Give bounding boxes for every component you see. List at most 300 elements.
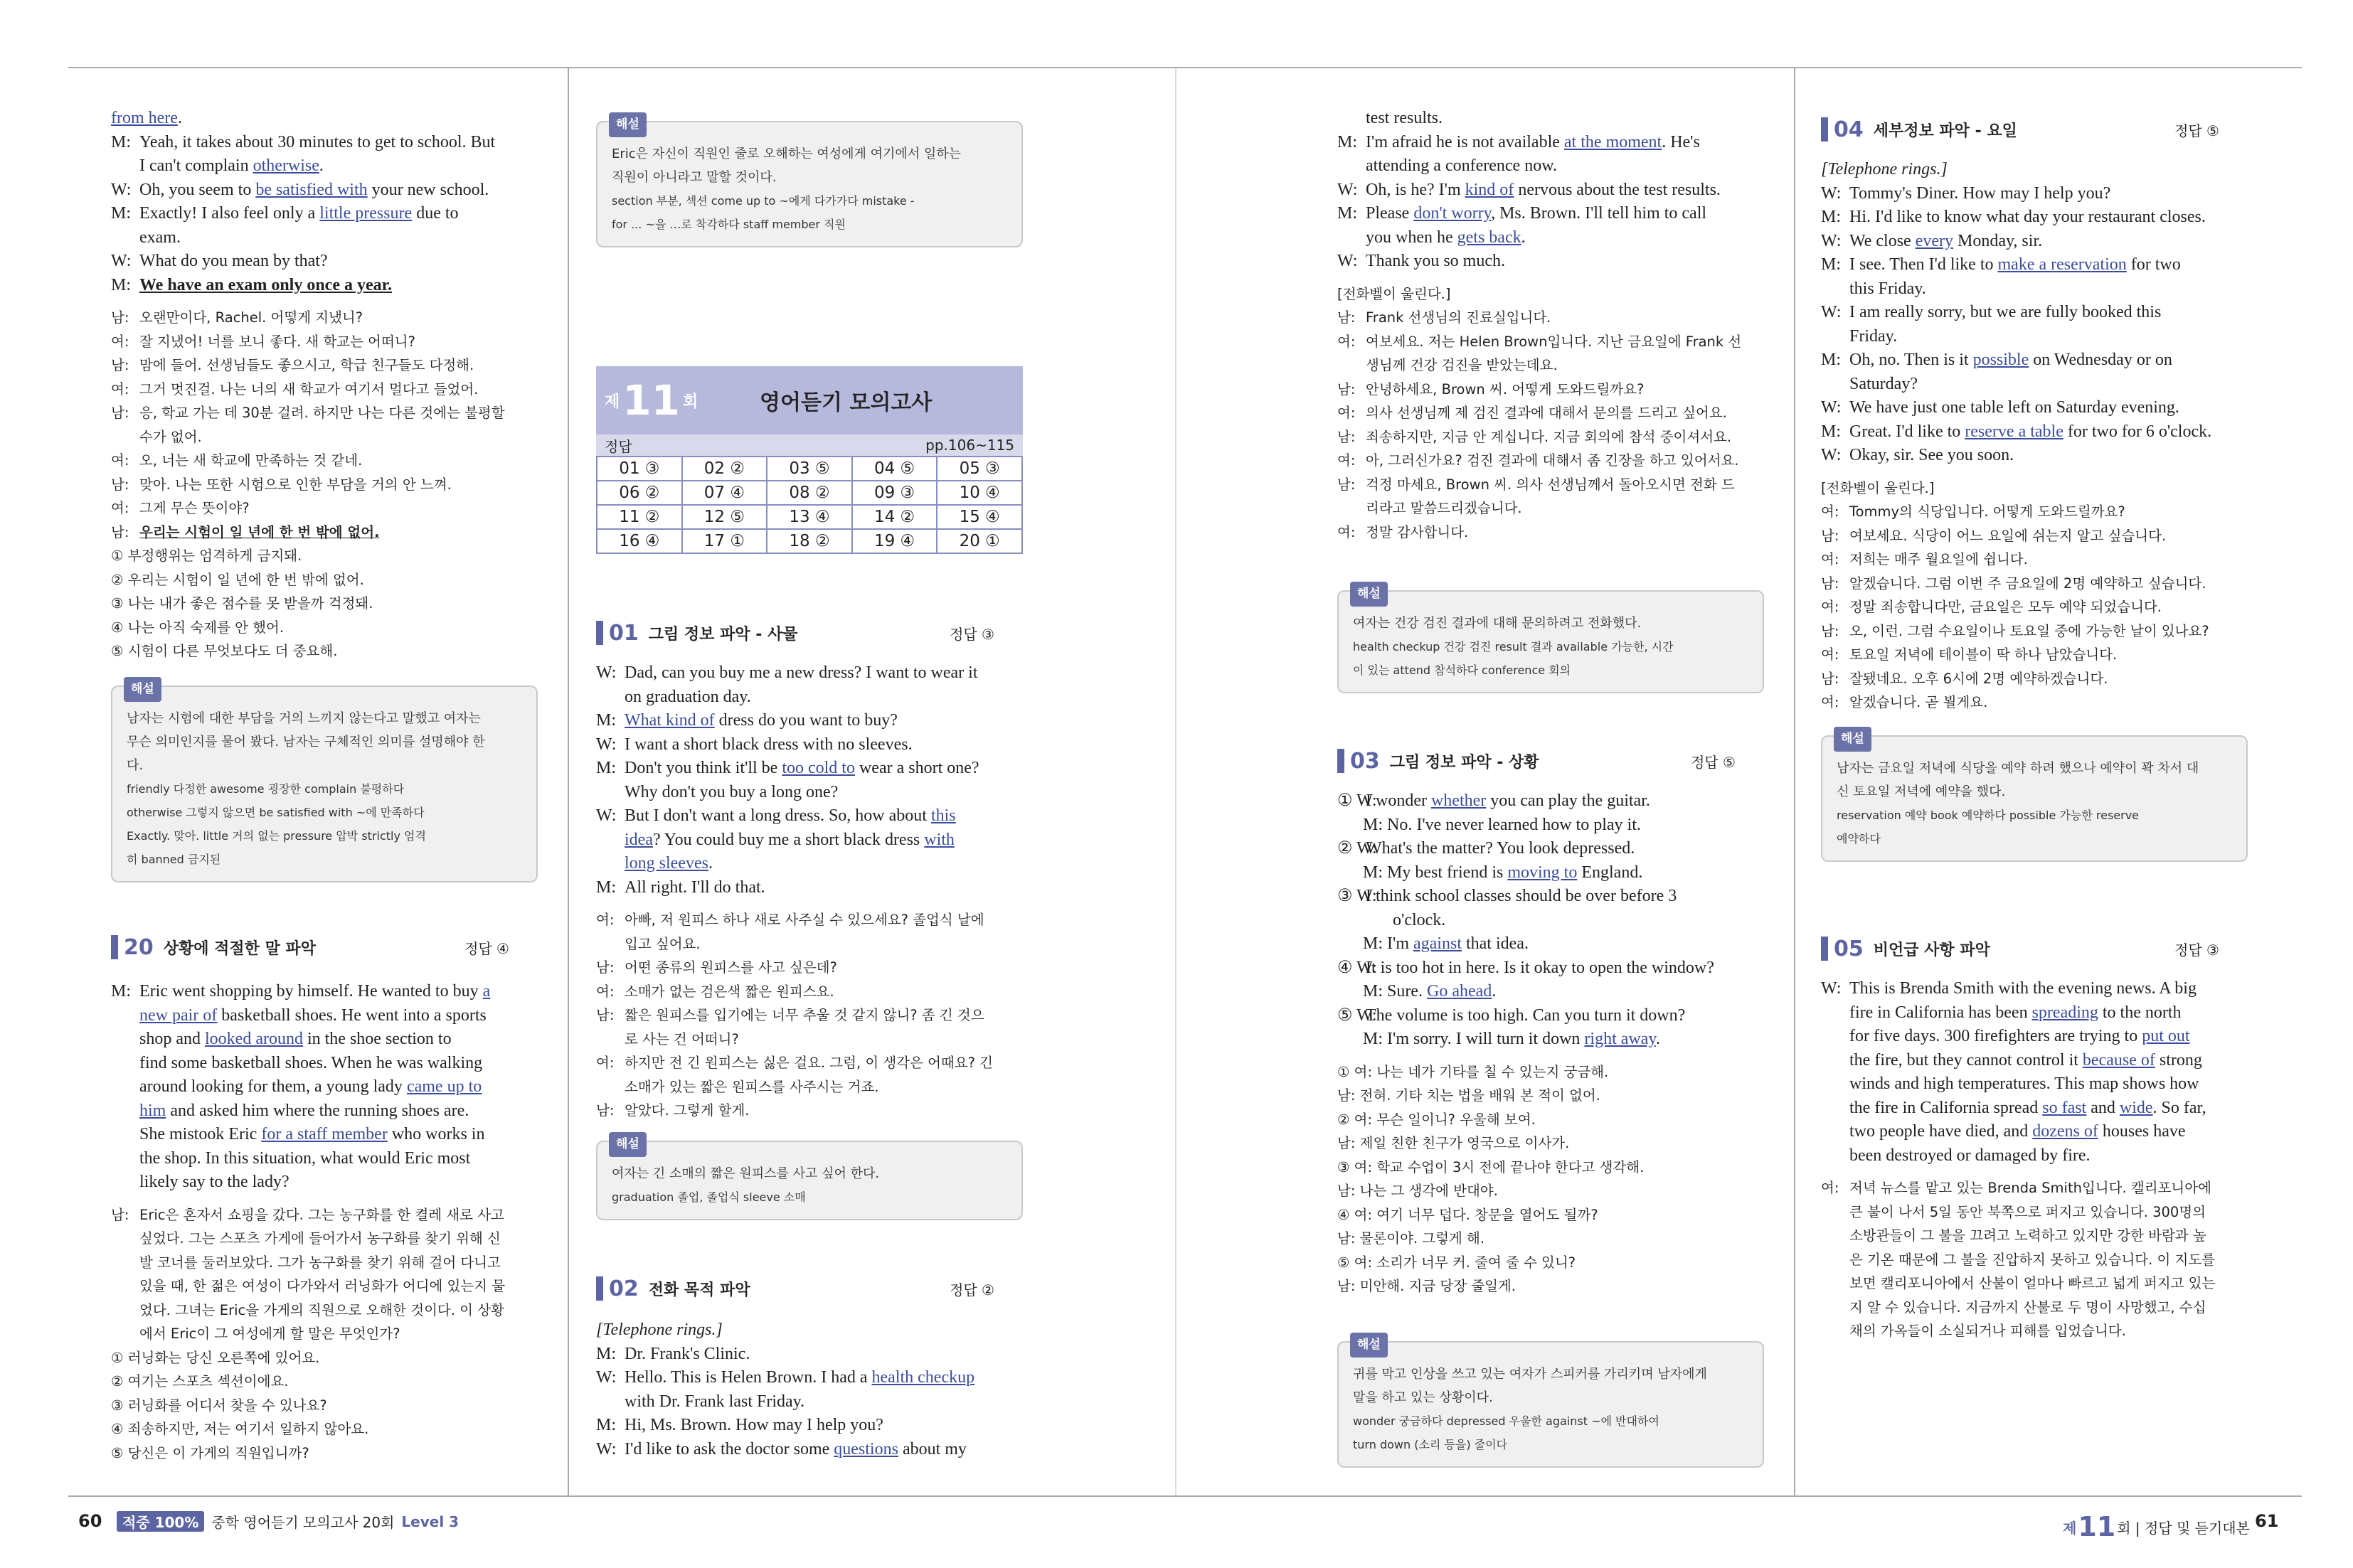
line-text: Don't you think it'll be bbox=[625, 759, 782, 777]
speaker-label: M: bbox=[1821, 255, 1842, 274]
dialogue-line bbox=[596, 757, 1023, 781]
speaker-label: M: bbox=[596, 1344, 617, 1363]
line-text: ? You could buy me a short black dress bbox=[652, 830, 925, 849]
dialogue-line bbox=[596, 1414, 1023, 1438]
footer-right-pre: 제 bbox=[2063, 1519, 2077, 1537]
translation-line bbox=[111, 401, 538, 425]
explanation-tag: 해설 bbox=[609, 1132, 647, 1157]
grid-cell: 03 ⑤ bbox=[767, 457, 852, 481]
translation-line bbox=[596, 980, 1023, 1004]
translation-line bbox=[1337, 1274, 1764, 1298]
translation-04 bbox=[1821, 476, 2248, 715]
keyword-blank: Go ahead bbox=[1427, 982, 1492, 1001]
left-footer bbox=[117, 1511, 459, 1532]
speaker-label: 여: bbox=[111, 380, 129, 398]
grid-cell: 01 ③ bbox=[597, 457, 682, 481]
translation-line bbox=[111, 425, 538, 449]
section-bar bbox=[111, 935, 118, 959]
grid-cell: 14 ② bbox=[852, 505, 938, 529]
translation-19 bbox=[111, 306, 538, 663]
line-text: with Dr. Frank last Friday. bbox=[625, 1392, 805, 1411]
line-text: Hello. This is Helen Brown. I had a bbox=[625, 1368, 872, 1387]
line-text: We have just one table left on Saturday evening. bbox=[1849, 398, 2179, 417]
translation-20 bbox=[111, 1203, 538, 1466]
translation-line bbox=[1337, 1251, 1764, 1275]
dialogue-line bbox=[596, 709, 1023, 733]
speaker-label: W: bbox=[596, 735, 617, 754]
line-text: Monday, sir. bbox=[1953, 231, 2043, 250]
dialogue-line bbox=[1821, 1097, 2248, 1121]
dialogue-line bbox=[111, 1028, 538, 1052]
keyword-blank: him bbox=[139, 1101, 166, 1120]
keyword-blank: reserve a table bbox=[1965, 422, 2063, 441]
line-text: 안녕하세요, Brown 씨. 어떻게 도와드릴까요? bbox=[1366, 380, 1645, 398]
section-header-01 bbox=[596, 619, 1023, 647]
keyword-blank: kind of bbox=[1465, 180, 1514, 199]
line-text: . bbox=[177, 109, 182, 127]
speaker-label: 남: bbox=[1821, 575, 1839, 592]
translation-line bbox=[111, 1227, 538, 1251]
translation-line bbox=[111, 306, 538, 330]
keyword-blank: looked around bbox=[205, 1030, 303, 1048]
translation-line bbox=[111, 568, 538, 592]
line-text: [전화벨이 울린다.] bbox=[1821, 479, 1935, 496]
dialogue-line bbox=[1821, 230, 2248, 254]
speaker-label: M: bbox=[1821, 351, 1842, 369]
keyword-blank: moving to bbox=[1507, 863, 1578, 882]
keyword-blank: put out bbox=[2142, 1027, 2190, 1045]
line-text: M: I'm bbox=[1363, 934, 1413, 953]
line-text: 있을 때, 한 젊은 여성이 다가와서 러닝화가 어디에 있는지 물 bbox=[139, 1278, 506, 1294]
translation-line bbox=[596, 908, 1023, 932]
grid-cell: 19 ④ bbox=[852, 529, 938, 553]
vocab-line: wonder 궁금하다 depressed 우울한 against ~에 반대하여 bbox=[1353, 1414, 1659, 1428]
line-text: ② 우리는 시험이 일 년에 한 번 밖에 없어. bbox=[111, 571, 364, 588]
line-text: 아빠, 저 원피스 하나 새로 사주실 수 있으세요? 졸업식 날에 bbox=[625, 912, 984, 928]
dialogue-line bbox=[111, 1052, 538, 1076]
speaker-label: W: bbox=[596, 663, 617, 682]
line-text: ⑤ 여: 소리가 너무 커. 줄여 줄 수 있니? bbox=[1337, 1254, 1576, 1271]
speaker-label: W: bbox=[596, 1368, 617, 1387]
translation-line bbox=[1337, 1084, 1764, 1108]
speaker-label: W: bbox=[1821, 231, 1842, 250]
bottom-rule bbox=[68, 1495, 2302, 1497]
dialogue-line bbox=[1821, 253, 2248, 277]
line-text: for two bbox=[2126, 255, 2181, 274]
dialogue-line bbox=[1337, 154, 1764, 178]
line-text: What's the matter? You look depressed. bbox=[1366, 839, 1635, 858]
line-text: 응, 학교 가는 데 30분 걸려. 하지만 나는 다른 것에는 불평할 bbox=[139, 405, 505, 421]
dialogue-line bbox=[1337, 932, 1764, 956]
line-text: ② 여기는 스포츠 섹션이에요. bbox=[111, 1373, 289, 1390]
translation-line bbox=[111, 521, 538, 545]
line-text: 정말 죄송합니다만, 금요일은 모두 예약 되었습니다. bbox=[1849, 599, 2162, 615]
line-text: 오, 너는 새 학교에 만족하는 것 같네. bbox=[139, 452, 363, 469]
line-text: What do you mean by that? bbox=[139, 252, 328, 270]
dialogue-line bbox=[1821, 325, 2248, 349]
line-text: ② 여: 무슨 일이니? 우울해 보여. bbox=[1337, 1111, 1536, 1128]
line-text: ① 부정행위는 엄격하게 금지돼. bbox=[111, 548, 302, 564]
line-text: 남: 전혀. 기타 치는 법을 배워 본 적이 없어. bbox=[1337, 1087, 1600, 1104]
keyword-blank: against bbox=[1413, 934, 1462, 953]
dialogue-line bbox=[1337, 226, 1764, 250]
keyword-blank: questions bbox=[834, 1439, 898, 1458]
speaker-label: M: bbox=[1337, 132, 1358, 151]
footer-right-num: 11 bbox=[2078, 1511, 2116, 1542]
vocab-line: turn down (소리 등을) 줄이다 bbox=[1353, 1438, 1508, 1451]
dialogue-line bbox=[111, 1075, 538, 1099]
explanation-tag: 해설 bbox=[1350, 582, 1388, 607]
section-header-02 bbox=[596, 1274, 1023, 1303]
grid-cell: 18 ② bbox=[767, 529, 852, 553]
section-title: 그림 정보 파악 - 사물 bbox=[648, 625, 798, 644]
line-text: 아, 그러신가요? 검진 결과에 대해서 좀 긴장을 하고 있어서요. bbox=[1366, 452, 1739, 469]
section-answer: 정답 ③ bbox=[950, 625, 994, 643]
translation-line bbox=[111, 353, 538, 378]
translation-line bbox=[1821, 643, 2248, 667]
line-text: 채의 가옥들이 소실되거나 피해를 입었습니다. bbox=[1849, 1323, 2126, 1339]
line-text: It is too hot in here. Is it okay to open the window? bbox=[1366, 958, 1714, 977]
line-text: strong bbox=[2155, 1050, 2202, 1070]
translation-line bbox=[111, 449, 538, 473]
line-text: . He's bbox=[1662, 132, 1700, 151]
speaker-label: 남: bbox=[111, 405, 129, 421]
translation-line bbox=[1337, 1203, 1764, 1227]
explanation-03 bbox=[1337, 1338, 1764, 1468]
line-text: fire in California has been bbox=[1849, 1003, 2032, 1022]
line-text: I see. Then I'd like to bbox=[1849, 255, 1998, 274]
line-text: the shop. In this situation, what would Eric most bbox=[139, 1148, 471, 1168]
line-text: ③ 러닝화를 어디서 찾을 수 있나요? bbox=[111, 1397, 327, 1414]
dialogue-line bbox=[1821, 277, 2248, 302]
dialogue-line bbox=[1821, 1025, 2248, 1049]
dialogue-line bbox=[1337, 202, 1764, 226]
line-text: this Friday. bbox=[1849, 279, 1926, 298]
translation-line bbox=[1821, 595, 2248, 619]
line-text: 알겠습니다. 곧 뵐게요. bbox=[1849, 694, 1988, 710]
grid-cell: 20 ① bbox=[937, 529, 1022, 553]
column-3 bbox=[1337, 107, 1764, 544]
dialogue-line bbox=[1821, 1001, 2248, 1025]
speaker-label: 남: bbox=[111, 476, 129, 493]
dialogue-04 bbox=[1821, 158, 2248, 468]
speaker-label: 남: bbox=[596, 959, 615, 976]
translation-line bbox=[1337, 1156, 1764, 1180]
grid-num: 11 bbox=[622, 376, 680, 425]
line-text: Why don't you buy a long one? bbox=[625, 782, 839, 801]
translation-line bbox=[111, 1274, 538, 1298]
speaker-label: 여: bbox=[1821, 599, 1839, 615]
translation-line bbox=[111, 1394, 538, 1418]
line-text: 리라고 말씀드리겠습니다. bbox=[1366, 500, 1522, 516]
translation-line bbox=[1821, 1176, 2248, 1200]
section-title: 그림 정보 파악 - 상황 bbox=[1389, 753, 1539, 772]
explanation-01 bbox=[596, 1137, 1023, 1220]
speaker-label: 남: bbox=[596, 1007, 615, 1023]
line-text: ⑤ 당신은 이 가게의 직원입니까? bbox=[111, 1444, 309, 1461]
translation-line bbox=[596, 1099, 1023, 1123]
translation-line bbox=[111, 1298, 538, 1323]
line-text: 잘됐네요. 오후 6시에 2명 예약하겠습니다. bbox=[1849, 670, 2108, 687]
line-text: to the north bbox=[2098, 1003, 2182, 1022]
answer-highlight: We have an exam only once a year. bbox=[139, 275, 393, 294]
line-text: Thank you so much. bbox=[1366, 252, 1505, 270]
keyword-blank: at the moment bbox=[1563, 132, 1662, 151]
translation-line bbox=[1821, 1271, 2248, 1296]
dialogue-line bbox=[596, 661, 1023, 686]
grid-row bbox=[597, 481, 1022, 505]
section-number: 05 bbox=[1834, 936, 1864, 961]
speaker-label: 남: bbox=[1337, 380, 1356, 398]
dialogue-line bbox=[111, 202, 538, 226]
dialogue-05-block bbox=[1821, 977, 2248, 1343]
line-text: But I don't want a long dress. So, how about bbox=[625, 806, 931, 825]
dialogue-line bbox=[1821, 1120, 2248, 1144]
line-text: the fire in California spread bbox=[1849, 1098, 2043, 1117]
speaker-label: 여: bbox=[1337, 405, 1356, 421]
line-text: 걱정 마세요, Brown 씨. 의사 선생님께서 돌아오시면 전화 드 bbox=[1366, 476, 1735, 493]
dialogue-line bbox=[1821, 420, 2248, 444]
keyword-blank: gets back bbox=[1457, 228, 1521, 247]
speaker-label: 남: bbox=[1337, 428, 1356, 445]
dialogue-line bbox=[111, 131, 538, 155]
speaker-label: W: bbox=[1821, 303, 1842, 321]
section-number: 01 bbox=[609, 620, 639, 646]
translation-line bbox=[1337, 521, 1764, 545]
translation-line bbox=[1821, 1248, 2248, 1272]
line-text: Oh, no. Then is it bbox=[1849, 351, 1973, 369]
explanation-tag: 해설 bbox=[1350, 1333, 1388, 1358]
answer-table bbox=[596, 456, 1023, 554]
line-text: Eric went shopping by himself. He wanted to buy bbox=[139, 982, 483, 1001]
section-answer: 정답 ③ bbox=[2174, 941, 2219, 959]
line-text: exam. bbox=[139, 228, 181, 247]
line-text: 맞아. 나는 또한 시험으로 인한 부담을 거의 안 느껴. bbox=[139, 476, 452, 493]
explanation-line: 남자는 시험에 대한 부담을 거의 느끼지 않는다고 말했고 여자는 bbox=[127, 711, 481, 726]
line-text: 었다. 그녀는 Eric을 가게의 직원으로 오해한 것이다. 이 상황 bbox=[139, 1301, 504, 1318]
keyword-blank: from here bbox=[111, 109, 178, 127]
line-text: you when he bbox=[1366, 228, 1457, 247]
line-text: 남: 물론이야. 그렇게 해. bbox=[1337, 1230, 1485, 1247]
line-text: 정말 감사합니다. bbox=[1366, 523, 1469, 540]
translation-line bbox=[596, 1003, 1023, 1028]
line-text: M: No. I've never learned how to play it. bbox=[1363, 815, 1641, 834]
explanation-20 bbox=[596, 117, 1023, 247]
line-text: your new school. bbox=[367, 180, 489, 199]
vocab-line: Exactly. 맞아. little 거의 없는 pressure 압박 strictly 엄격 bbox=[127, 829, 426, 843]
grid-cell: 16 ④ bbox=[597, 529, 682, 553]
line-text: 생님께 건강 검진을 받았는데요. bbox=[1366, 357, 1558, 373]
speaker-label: M: bbox=[111, 275, 132, 294]
translation-01 bbox=[596, 908, 1023, 1123]
line-text: the fire, but they cannot control it bbox=[1849, 1050, 2083, 1070]
speaker-label: W: bbox=[1821, 183, 1842, 203]
dialogue-line bbox=[111, 1099, 538, 1124]
translation-line bbox=[1337, 425, 1764, 449]
translation-line bbox=[1337, 449, 1764, 473]
keyword-blank: long sleeves bbox=[625, 854, 708, 873]
line-text: 발 코너를 둘러보았다. 그가 농구화를 찾기 위해 걸어 다니고 bbox=[139, 1254, 501, 1271]
line-text: She mistook Eric bbox=[139, 1125, 262, 1143]
translation-line bbox=[1337, 1060, 1764, 1084]
line-text: 그거 멋진걸. 나는 너의 새 학교가 여기서 멀다고 들었어. bbox=[139, 380, 479, 398]
line-text: in the shoe section to bbox=[302, 1030, 452, 1048]
translation-line bbox=[596, 932, 1023, 956]
explanation-line: 남자는 금요일 저녁에 식당을 예약 하려 했으나 예약이 꽉 차서 대 bbox=[1837, 761, 2199, 776]
translation-line bbox=[111, 1203, 538, 1227]
explanation-line: 직원이 아니라고 말할 것이다. bbox=[612, 170, 777, 185]
line-text: 에서 Eric이 그 여성에게 할 말은 무엇인가? bbox=[139, 1326, 400, 1342]
keyword-blank: don't worry bbox=[1413, 204, 1492, 223]
grid-cell: 04 ⑤ bbox=[852, 457, 938, 481]
line-text: This is Brenda Smith with the evening news. A big bbox=[1849, 979, 2197, 998]
keyword-blank: whether bbox=[1430, 791, 1487, 810]
line-text: I wonder bbox=[1366, 791, 1431, 810]
line-text: 소매가 있는 짧은 원피스를 사주시는 거죠. bbox=[625, 1078, 879, 1095]
section-number: 20 bbox=[124, 934, 154, 960]
translation-line bbox=[596, 1075, 1023, 1099]
line-text: Tommy's Diner. How may I help you? bbox=[1849, 183, 2111, 203]
line-text: 남: 나는 그 생각에 반대야. bbox=[1337, 1183, 1498, 1199]
dialogue-line bbox=[1821, 301, 2248, 325]
keyword-blank: for a staff member bbox=[261, 1125, 388, 1143]
keyword-blank: otherwise bbox=[253, 156, 319, 175]
line-text: two people have died, and bbox=[1849, 1122, 2033, 1141]
translation-line bbox=[111, 330, 538, 354]
explanation-line: 무슨 의미인지를 물어 봤다. 남자는 구체적인 의미를 설명해야 한 bbox=[127, 735, 485, 750]
dialogue-line bbox=[1337, 107, 1764, 131]
line-text: 알겠습니다. 그럼 이번 주 금요일에 2명 예약하고 싶습니다. bbox=[1849, 575, 2206, 592]
line-text: [Telephone rings.] bbox=[1821, 160, 1948, 178]
answer-grid bbox=[596, 366, 1023, 554]
line-text: . bbox=[319, 156, 324, 175]
dialogue-line bbox=[1821, 977, 2248, 1001]
line-text: 수가 없어. bbox=[139, 428, 202, 445]
speaker-label: M: bbox=[1821, 208, 1842, 226]
grid-cell: 10 ④ bbox=[937, 481, 1022, 505]
line-text: that idea. bbox=[1461, 934, 1529, 953]
section-number: 03 bbox=[1350, 748, 1380, 774]
translation-line bbox=[111, 1417, 538, 1441]
line-text: around looking for them, a young lady bbox=[139, 1077, 407, 1096]
speaker-label: M: bbox=[111, 982, 132, 1001]
line-text: 큰 불이 나서 5일 동안 북쪽으로 퍼지고 있습니다. 300명의 bbox=[1849, 1203, 2206, 1220]
dialogue-line bbox=[1821, 373, 2248, 397]
translation-line bbox=[1337, 1179, 1764, 1203]
speaker-label: W: bbox=[111, 180, 132, 199]
right-page-number: 61 bbox=[2255, 1511, 2279, 1531]
keyword-blank: with bbox=[924, 830, 955, 849]
dialogue-line bbox=[1337, 250, 1764, 274]
keyword-blank: too cold to bbox=[782, 759, 855, 777]
section-number: 04 bbox=[1834, 117, 1864, 142]
section-answer: 정답 ④ bbox=[464, 939, 509, 957]
grid-row bbox=[597, 505, 1022, 529]
speaker-label: 남: bbox=[111, 1206, 129, 1223]
line-text: ④ 죄송하지만, 저는 여기서 일하지 않아요. bbox=[111, 1421, 369, 1437]
line-text: M: Sure. bbox=[1363, 982, 1427, 1001]
keyword-blank: dozens of bbox=[2032, 1122, 2098, 1141]
line-text: Saturday? bbox=[1849, 374, 1918, 393]
dialogue-line bbox=[111, 178, 538, 203]
grid-cell: 15 ④ bbox=[937, 505, 1022, 529]
keyword-blank: make a reservation bbox=[1997, 255, 2127, 274]
dialogue-line bbox=[596, 781, 1023, 805]
translation-line bbox=[111, 1441, 538, 1466]
dialogue-line bbox=[1337, 885, 1764, 909]
grid-row bbox=[597, 529, 1022, 553]
dialogue-line bbox=[1821, 158, 2248, 182]
grid-cell: 02 ② bbox=[682, 457, 767, 481]
speaker-label: 여: bbox=[1337, 333, 1356, 350]
line-text: The volume is too high. Can you turn it down? bbox=[1366, 1006, 1686, 1025]
translation-line bbox=[1337, 378, 1764, 402]
line-text: 은 기온 때문에 그 불을 진압하지 못하고 있습니다. 이 지도를 bbox=[1849, 1251, 2216, 1268]
line-text: o'clock. bbox=[1393, 910, 1446, 929]
grid-cell: 06 ② bbox=[597, 481, 682, 505]
line-text: . bbox=[708, 854, 713, 873]
line-text: Hi. I'd like to know what day your restaurant closes. bbox=[1849, 208, 2206, 226]
dialogue-line bbox=[1337, 814, 1764, 838]
grid-cell: 05 ③ bbox=[937, 457, 1022, 481]
dialogue-20 bbox=[111, 980, 538, 1195]
dialogue-line bbox=[1821, 1072, 2248, 1097]
explanation-line: Eric은 자신이 직원인 줄로 오해하는 여성에게 여기에서 일하는 bbox=[612, 146, 962, 161]
section-bar bbox=[1821, 117, 1828, 142]
translation-line bbox=[1337, 1131, 1764, 1156]
line-text: ① 러닝화는 당신 오른쪽에 있어요. bbox=[111, 1349, 320, 1366]
section-bar bbox=[596, 1276, 603, 1301]
speaker-label: W: bbox=[596, 806, 617, 825]
translation-line bbox=[1821, 572, 2248, 596]
dialogue-line bbox=[596, 828, 1023, 853]
dialogue-02 bbox=[596, 1318, 1023, 1461]
vocab-line: health checkup 건강 검진 result 결과 available 가능한, 시간 bbox=[1353, 640, 1674, 654]
line-text: 짧은 원피스를 입기에는 너무 추울 것 같지 않니? 좀 긴 것으 bbox=[625, 1007, 984, 1023]
line-text: 저희는 매주 월요일에 쉽니다. bbox=[1849, 551, 2028, 567]
line-text: 소방관들이 그 불을 끄려고 노력하고 있지만 강한 바람과 높 bbox=[1849, 1227, 2206, 1244]
speaker-label: 여: bbox=[596, 912, 615, 928]
speaker-label: ⑤ W: bbox=[1337, 1006, 1377, 1025]
vocab-line: reservation 예약 book 예약하다 possible 가능한 reserve bbox=[1837, 809, 2140, 822]
dialogue-line bbox=[1821, 444, 2248, 468]
dialogue-line bbox=[1337, 861, 1764, 885]
speaker-label: M: bbox=[596, 759, 617, 777]
speaker-label: W: bbox=[1821, 979, 1842, 998]
line-text: likely say to the lady? bbox=[139, 1173, 290, 1191]
dialogue-line bbox=[1821, 1049, 2248, 1073]
translation-line bbox=[1337, 282, 1764, 306]
translation-line bbox=[1821, 476, 2248, 501]
line-text: . bbox=[1492, 982, 1497, 1001]
translation-line bbox=[596, 1051, 1023, 1075]
section-bar bbox=[1337, 749, 1344, 773]
dialogue-19 bbox=[111, 107, 538, 297]
line-text: Friday. bbox=[1849, 326, 1898, 346]
line-text: 알았다. 그렇게 할게. bbox=[625, 1102, 750, 1119]
line-text: who works in bbox=[387, 1125, 485, 1143]
dialogue-line bbox=[1337, 837, 1764, 861]
translation-line bbox=[1821, 1200, 2248, 1225]
keyword-blank: came up to bbox=[406, 1077, 482, 1096]
line-text: 남: 미안해. 지금 당장 줄일게. bbox=[1337, 1278, 1516, 1294]
line-text: . bbox=[1521, 228, 1526, 247]
line-text: . So far, bbox=[2152, 1098, 2206, 1117]
dialogue-03-block bbox=[1337, 789, 1764, 1298]
vocab-line: 이 있는 attend 참석하다 conference 회의 bbox=[1353, 663, 1571, 677]
line-text: I'm afraid he is not available bbox=[1366, 132, 1564, 151]
section-answer: 정답 ⑤ bbox=[1691, 753, 1736, 771]
